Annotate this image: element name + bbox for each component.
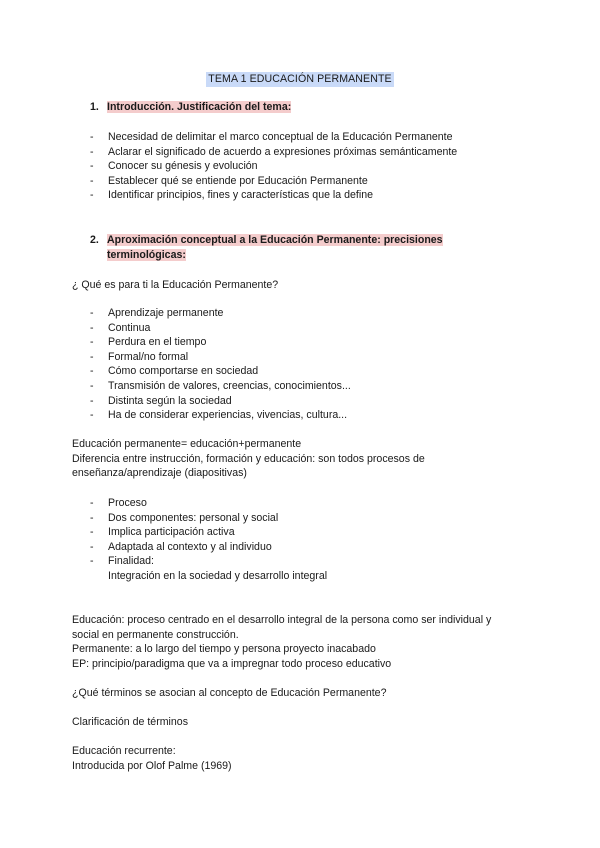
title-row — [0, 72, 600, 87]
list-item: - Conocer su génesis y evolución — [90, 160, 258, 173]
list-item: - Identificar principios, fines y características que la define — [90, 189, 373, 202]
finalidad-detail: Integración en la sociedad y desarrollo integral — [108, 569, 328, 582]
question-2: ¿Qué términos se asocian al concepto de Educación Permanente? — [72, 687, 387, 699]
section-1-list — [90, 130, 457, 203]
answers-list — [90, 306, 351, 423]
list-item: - Aclarar el significado de acuerdo a expresiones próximas semánticamente — [90, 145, 458, 158]
list-item: - Necesidad de delimitar el marco conceptual de la Educación Permanente — [90, 131, 453, 143]
list-item: - Finalidad: Integración en la sociedad y desarrollo integral — [90, 555, 328, 582]
document-title: TEMA 1 EDUCACIÓN PERMANENTE — [208, 73, 392, 85]
education-definition: Educación: proceso centrado en el desarrollo integral de la persona como ser individual y social en permanente construcción. Permanente: a lo largo del tiempo y persona proyecto inacabado EP: principio/paradigma que va a impregnar todo proceso educativo — [72, 614, 492, 670]
section-2-title-line2: terminológicas: — [107, 248, 186, 261]
list-item: - Formal/no formal — [90, 350, 189, 363]
list-item: - Dos componentes: personal y social — [90, 511, 279, 524]
list-item: - Adaptada al contexto y al individuo — [90, 540, 272, 553]
definition-paragraph: Educación permanente= educación+permanente Diferencia entre instrucción, formación y educación: son todos procesos de enseñanza/aprendizaje (diapositivas) — [72, 438, 425, 480]
list-item: - Establecer qué se entiende por Educación Permanente — [90, 174, 368, 187]
list-item: - Ha de considerar experiencias, vivencias, cultura... — [90, 409, 348, 422]
list-item: - Continua — [90, 321, 151, 334]
list-item: - Transmisión de valores, creencias, conocimientos... — [90, 379, 351, 392]
list-item: - Cómo comportarse en sociedad — [90, 365, 259, 378]
clarification-heading: Clarificación de términos — [72, 716, 188, 728]
list-item: - Aprendizaje permanente — [90, 307, 224, 319]
characteristics-list — [90, 496, 327, 584]
recurrent-education: Educación recurrente: Introducida por Olof Palme (1969) — [72, 745, 232, 772]
list-item: - Proceso — [90, 497, 147, 509]
section-2-title-line1: Aproximación conceptual a la Educación Permanente: precisiones — [107, 234, 443, 246]
section-2-number: 2. — [90, 234, 99, 246]
section-1-title: Introducción. Justificación del tema: — [107, 101, 292, 113]
list-item: - Perdura en el tiempo — [90, 336, 207, 349]
section-1-number: 1. — [90, 101, 99, 113]
list-item: - Distinta según la sociedad — [90, 394, 232, 407]
question-1: ¿ Qué es para ti la Educación Permanente? — [72, 279, 279, 291]
list-item: - Implica participación activa — [90, 526, 235, 539]
